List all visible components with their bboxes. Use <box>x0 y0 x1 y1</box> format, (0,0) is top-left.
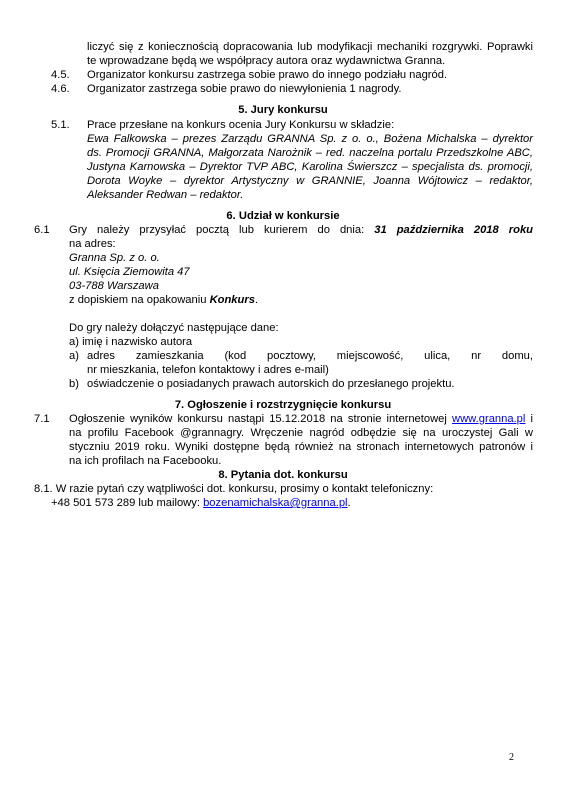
attachments-intro: Do gry należy dołączyć następujące dane: <box>69 322 279 334</box>
item-text: Organizator konkursu zastrzega sobie prawo do innego podziału nagród. <box>87 69 448 81</box>
results-line-2: na profilu Facebook @grannagry. Wręczenie nagród odbędzie się na uroczystej Gali w <box>69 427 533 439</box>
results-suffix: i <box>525 413 534 425</box>
jury-member-line: Aleksander Redwan – redaktor. <box>87 189 244 201</box>
results-line-3: styczniu 2019 roku. Wyniki dostępne będą również na stronach internetowych patronów i <box>69 441 533 453</box>
list-text: oświadczenie o posiadanych prawach autorskich do przesłanego projektu. <box>87 378 455 390</box>
results-line-1 <box>69 412 533 426</box>
address-line: 03-788 Warszawa <box>69 280 159 292</box>
phone-text: +48 501 573 289 lub mailowy: <box>51 497 204 509</box>
section-heading-questions: 8. Pytania dot. konkursu <box>218 469 348 481</box>
intro-line-2: te wprowadzane będą we współpracy autora oraz wydawnictwa Granna. <box>87 55 446 67</box>
list-text: imię i nazwisko autora <box>82 336 193 348</box>
jury-member-line: ds. Promocji GRANNA, Małgorzata Narożnik – red. naczelna portalu Przedszkolne ABC, <box>87 147 533 159</box>
jury-member-line: Dorota Woyke – dyrektor Artystyczny w GRANNIE, Joanna Wójtowicz – redaktor, <box>87 175 533 187</box>
item-number: 4.5. <box>51 69 70 81</box>
package-note <box>69 293 258 307</box>
deadline-prefix: Gry należy przysyłać pocztą lub kurierem do dnia: <box>69 224 375 236</box>
item-number: 5.1. <box>51 119 70 131</box>
list-letter: a) <box>69 350 79 362</box>
item-number: 7.1 <box>34 413 50 425</box>
page-number: 2 <box>509 752 514 763</box>
section-heading-jury: 5. Jury konkursu <box>238 104 328 116</box>
email-suffix: . <box>347 497 351 509</box>
package-note-suffix: . <box>254 294 259 306</box>
results-line-4: na ich profilach na Facebooku. <box>69 455 222 467</box>
section-heading-participation: 6. Udział w konkursie <box>226 210 340 222</box>
address-line: ul. Księcia Ziemowita 47 <box>69 266 190 278</box>
address-line: Granna Sp. z o. o. <box>69 252 160 264</box>
contact-line <box>51 496 351 510</box>
address-label: na adres: <box>69 238 116 250</box>
list-letter: a) <box>69 336 79 348</box>
jury-member-line: Justyna Karnowska – Dyrektor TVP ABC, Karolina Świerszcz – specjalista ds. promocji, <box>87 161 533 173</box>
item-number: 6.1 <box>34 224 50 236</box>
section-heading-results: 7. Ogłoszenie i rozstrzygnięcie konkursu <box>174 399 392 411</box>
package-note-prefix: z dopiskiem na opakowaniu <box>69 294 210 306</box>
list-text-continued: nr mieszkania, telefon kontaktowy i adres e-mail) <box>87 364 329 376</box>
item-text: Organizator zastrzega sobie prawo do niewyłonienia 1 nagrody. <box>87 83 402 95</box>
results-prefix: Ogłoszenie wyników konkursu nastąpi 15.12.2018 na stronie internetowej <box>69 413 453 425</box>
deadline-line <box>69 223 533 237</box>
list-text: adres zamieszkania (kod pocztowy, miejscowość, ulica, nr domu, <box>87 350 533 362</box>
intro-line-1: liczyć się z koniecznością dopracowania lub modyfikacji mechaniki rozgrywki. Poprawki <box>87 41 533 53</box>
questions-line: 8.1. W razie pytań czy wątpliwości dot. konkursu, prosimy o kontakt telefoniczny: <box>34 483 434 495</box>
item-number: 4.6. <box>51 83 70 95</box>
email-link[interactable]: bozenamichalska@granna.pl <box>203 497 348 509</box>
jury-member-line: Ewa Falkowska – prezes Zarządu GRANNA Sp. z o. o., Bożena Michalska – dyrektor <box>87 133 533 145</box>
list-item <box>69 335 192 349</box>
jury-intro: Prace przesłane na konkurs ocenia Jury Konkursu w składzie: <box>87 119 395 131</box>
package-note-word: Konkurs <box>209 294 255 306</box>
deadline-date: 31 października 2018 roku <box>374 224 534 236</box>
list-letter: b) <box>69 378 79 390</box>
granna-website-link[interactable]: www.granna.pl <box>452 413 526 425</box>
